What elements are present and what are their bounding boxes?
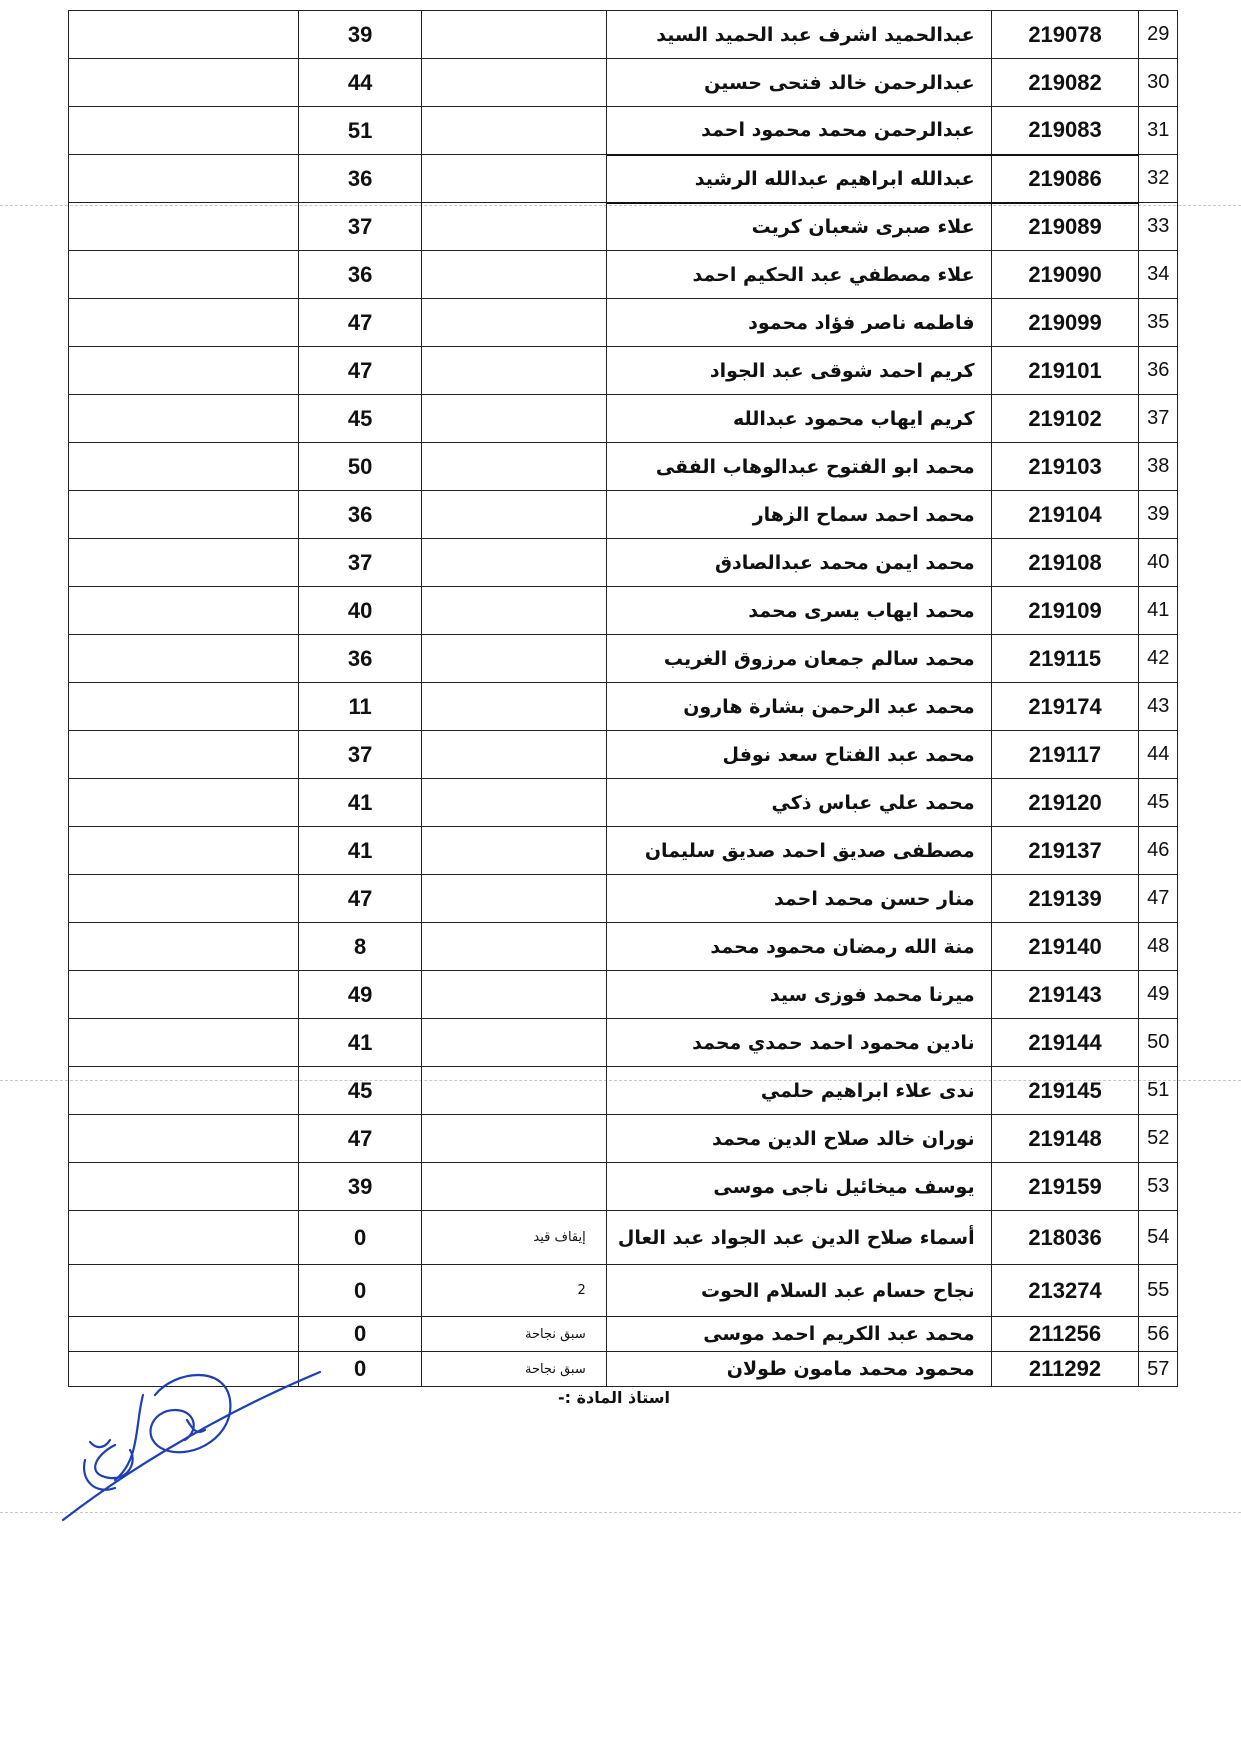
note-cell [422, 587, 606, 635]
note-cell [422, 443, 606, 491]
grade-cell: 36 [298, 635, 422, 683]
row-number-cell: 35 [1139, 299, 1178, 347]
student-name-cell: محمد عبد الرحمن بشارة هارون [606, 683, 991, 731]
row-number-cell: 52 [1139, 1115, 1178, 1163]
grade-cell: 41 [298, 827, 422, 875]
student-id-cell: 213274 [991, 1265, 1139, 1317]
table-row [69, 683, 1178, 731]
empty-cell [69, 203, 299, 251]
row-number-cell: 47 [1139, 875, 1178, 923]
empty-cell [69, 683, 299, 731]
empty-cell [69, 443, 299, 491]
student-name-cell: ميرنا محمد فوزى سيد [606, 971, 991, 1019]
note-cell [422, 827, 606, 875]
empty-cell [69, 779, 299, 827]
row-number-cell: 34 [1139, 251, 1178, 299]
empty-cell [69, 59, 299, 107]
student-id-cell: 219102 [991, 395, 1139, 443]
row-number-cell: 43 [1139, 683, 1178, 731]
grade-cell: 47 [298, 299, 422, 347]
row-number-cell: 53 [1139, 1163, 1178, 1211]
grade-cell: 8 [298, 923, 422, 971]
row-number-cell: 41 [1139, 587, 1178, 635]
note-cell: 2 [422, 1265, 606, 1317]
empty-cell [69, 971, 299, 1019]
table-row [69, 1019, 1178, 1067]
row-number-cell: 38 [1139, 443, 1178, 491]
row-number-cell: 54 [1139, 1211, 1178, 1265]
table-row [69, 635, 1178, 683]
grade-cell: 40 [298, 587, 422, 635]
table-row [69, 827, 1178, 875]
empty-cell [69, 1211, 299, 1265]
grade-cell: 50 [298, 443, 422, 491]
note-cell [422, 11, 606, 59]
table-row [69, 1163, 1178, 1211]
student-name-cell: نادين محمود احمد حمدي محمد [606, 1019, 991, 1067]
student-name-cell: كريم احمد شوقى عبد الجواد [606, 347, 991, 395]
row-number-cell: 44 [1139, 731, 1178, 779]
table-row [69, 59, 1178, 107]
empty-cell [69, 299, 299, 347]
grade-cell: 37 [298, 539, 422, 587]
row-number-cell: 50 [1139, 1019, 1178, 1067]
table-row [69, 251, 1178, 299]
table-row [69, 203, 1178, 251]
row-number-cell: 39 [1139, 491, 1178, 539]
grade-cell: 47 [298, 875, 422, 923]
table-row [69, 1211, 1178, 1265]
empty-cell [69, 1317, 299, 1352]
grade-cell: 37 [298, 203, 422, 251]
student-name-cell: محمد احمد سماح الزهار [606, 491, 991, 539]
table-row [69, 1067, 1178, 1115]
note-cell: إيقاف قيد [422, 1211, 606, 1265]
empty-cell [69, 731, 299, 779]
student-id-cell: 211256 [991, 1317, 1139, 1352]
student-name-cell: عبدالرحمن محمد محمود احمد [606, 107, 991, 155]
row-number-cell: 40 [1139, 539, 1178, 587]
student-id-cell: 219109 [991, 587, 1139, 635]
student-name-cell: محمد ايهاب يسرى محمد [606, 587, 991, 635]
grades-table [68, 10, 1178, 1387]
grades-table-body [69, 11, 1178, 1387]
empty-cell [69, 491, 299, 539]
signature [55, 1360, 355, 1540]
grade-cell: 45 [298, 395, 422, 443]
note-cell [422, 491, 606, 539]
table-row [69, 443, 1178, 491]
row-number-cell: 48 [1139, 923, 1178, 971]
table-row [69, 875, 1178, 923]
table-row [69, 1265, 1178, 1317]
student-name-cell: فاطمه ناصر فؤاد محمود [606, 299, 991, 347]
note-cell [422, 251, 606, 299]
empty-cell [69, 1163, 299, 1211]
note-cell [422, 635, 606, 683]
student-name-cell: عبدالله ابراهيم عبدالله الرشيد [606, 155, 991, 203]
empty-cell [69, 923, 299, 971]
table-row [69, 347, 1178, 395]
student-name-cell: محمد سالم جمعان مرزوق الغريب [606, 635, 991, 683]
student-id-cell: 211292 [991, 1352, 1139, 1387]
grade-cell: 51 [298, 107, 422, 155]
table-row [69, 779, 1178, 827]
table-row [69, 107, 1178, 155]
student-name-cell: محمد عبد الفتاح سعد نوفل [606, 731, 991, 779]
student-id-cell: 219144 [991, 1019, 1139, 1067]
student-id-cell: 219090 [991, 251, 1139, 299]
grade-cell: 45 [298, 1067, 422, 1115]
table-row [69, 491, 1178, 539]
note-cell [422, 539, 606, 587]
student-name-cell: منار حسن محمد احمد [606, 875, 991, 923]
student-name-cell: عبدالرحمن خالد فتحى حسين [606, 59, 991, 107]
empty-cell [69, 827, 299, 875]
note-cell [422, 155, 606, 203]
note-cell [422, 683, 606, 731]
grade-cell: 0 [298, 1265, 422, 1317]
empty-cell [69, 1265, 299, 1317]
note-cell [422, 923, 606, 971]
note-cell [422, 1163, 606, 1211]
grade-cell: 36 [298, 155, 422, 203]
student-name-cell: محمد ابو الفتوح عبدالوهاب الفقى [606, 443, 991, 491]
student-name-cell: عبدالحميد اشرف عبد الحميد السيد [606, 11, 991, 59]
empty-cell [69, 587, 299, 635]
instructor-label: استاذ المادة :- [557, 1388, 670, 1407]
row-number-cell: 55 [1139, 1265, 1178, 1317]
note-cell [422, 395, 606, 443]
note-cell [422, 779, 606, 827]
row-number-cell: 51 [1139, 1067, 1178, 1115]
student-name-cell: نجاح حسام عبد السلام الحوت [606, 1265, 991, 1317]
empty-cell [69, 1115, 299, 1163]
student-id-cell: 219148 [991, 1115, 1139, 1163]
table-row [69, 155, 1178, 203]
table-row [69, 1115, 1178, 1163]
student-name-cell: كريم ايهاب محمود عبدالله [606, 395, 991, 443]
note-cell [422, 347, 606, 395]
empty-cell [69, 155, 299, 203]
note-cell [422, 203, 606, 251]
grade-cell: 0 [298, 1317, 422, 1352]
student-id-cell: 219117 [991, 731, 1139, 779]
student-name-cell: علاء صبرى شعبان كريت [606, 203, 991, 251]
empty-cell [69, 11, 299, 59]
row-number-cell: 36 [1139, 347, 1178, 395]
student-id-cell: 219101 [991, 347, 1139, 395]
row-number-cell: 45 [1139, 779, 1178, 827]
student-id-cell: 219159 [991, 1163, 1139, 1211]
student-id-cell: 219140 [991, 923, 1139, 971]
student-id-cell: 219145 [991, 1067, 1139, 1115]
grade-cell: 47 [298, 347, 422, 395]
table-row [69, 731, 1178, 779]
student-name-cell: نوران خالد صلاح الدين محمد [606, 1115, 991, 1163]
grade-cell: 36 [298, 251, 422, 299]
student-id-cell: 219083 [991, 107, 1139, 155]
note-cell [422, 875, 606, 923]
table-row [69, 11, 1178, 59]
row-number-cell: 57 [1139, 1352, 1178, 1387]
student-id-cell: 219137 [991, 827, 1139, 875]
row-number-cell: 56 [1139, 1317, 1178, 1352]
table-row [69, 587, 1178, 635]
row-number-cell: 33 [1139, 203, 1178, 251]
student-id-cell: 219139 [991, 875, 1139, 923]
student-name-cell: ندى علاء ابراهيم حلمي [606, 1067, 991, 1115]
grade-cell: 47 [298, 1115, 422, 1163]
student-id-cell: 219120 [991, 779, 1139, 827]
note-cell [422, 1067, 606, 1115]
empty-cell [69, 251, 299, 299]
grade-cell: 39 [298, 1163, 422, 1211]
note-cell [422, 107, 606, 155]
student-id-cell: 218036 [991, 1211, 1139, 1265]
row-number-cell: 46 [1139, 827, 1178, 875]
student-name-cell: محمود محمد مامون طولان [606, 1352, 991, 1387]
empty-cell [69, 635, 299, 683]
note-cell [422, 1115, 606, 1163]
student-name-cell: أسماء صلاح الدين عبد الجواد عبد العال [606, 1211, 991, 1265]
table-row [69, 539, 1178, 587]
student-id-cell: 219078 [991, 11, 1139, 59]
empty-cell [69, 107, 299, 155]
student-id-cell: 219103 [991, 443, 1139, 491]
grade-cell: 37 [298, 731, 422, 779]
student-id-cell: 219082 [991, 59, 1139, 107]
grade-cell: 41 [298, 779, 422, 827]
student-name-cell: محمد ايمن محمد عبدالصادق [606, 539, 991, 587]
student-id-cell: 219143 [991, 971, 1139, 1019]
row-number-cell: 32 [1139, 155, 1178, 203]
empty-cell [69, 539, 299, 587]
student-name-cell: محمد علي عباس ذكي [606, 779, 991, 827]
student-name-cell: علاء مصطفي عبد الحكيم احمد [606, 251, 991, 299]
table-row [69, 971, 1178, 1019]
student-id-cell: 219089 [991, 203, 1139, 251]
student-id-cell: 219115 [991, 635, 1139, 683]
empty-cell [69, 875, 299, 923]
note-cell [422, 731, 606, 779]
student-id-cell: 219108 [991, 539, 1139, 587]
empty-cell [69, 395, 299, 443]
student-id-cell: 219104 [991, 491, 1139, 539]
empty-cell [69, 1067, 299, 1115]
student-name-cell: محمد عبد الكريم احمد موسى [606, 1317, 991, 1352]
row-number-cell: 29 [1139, 11, 1178, 59]
table-row [69, 395, 1178, 443]
grade-cell: 36 [298, 491, 422, 539]
note-cell [422, 971, 606, 1019]
grade-cell: 0 [298, 1211, 422, 1265]
table-row [69, 299, 1178, 347]
student-name-cell: يوسف ميخائيل ناجى موسى [606, 1163, 991, 1211]
grade-cell: 39 [298, 11, 422, 59]
student-id-cell: 219086 [991, 155, 1139, 203]
student-id-cell: 219174 [991, 683, 1139, 731]
table-row [69, 1317, 1178, 1352]
note-cell: سبق نجاحة [422, 1317, 606, 1352]
note-cell [422, 299, 606, 347]
empty-cell [69, 347, 299, 395]
row-number-cell: 42 [1139, 635, 1178, 683]
empty-cell [69, 1019, 299, 1067]
table-row [69, 923, 1178, 971]
grade-cell: 0 [298, 1352, 422, 1387]
student-name-cell: منة الله رمضان محمود محمد [606, 923, 991, 971]
grade-cell: 41 [298, 1019, 422, 1067]
student-id-cell: 219099 [991, 299, 1139, 347]
grade-cell: 44 [298, 59, 422, 107]
note-cell [422, 1019, 606, 1067]
row-number-cell: 49 [1139, 971, 1178, 1019]
note-cell: سبق نجاحة [422, 1352, 606, 1387]
row-number-cell: 31 [1139, 107, 1178, 155]
note-cell [422, 59, 606, 107]
row-number-cell: 30 [1139, 59, 1178, 107]
grade-cell: 49 [298, 971, 422, 1019]
grade-cell: 11 [298, 683, 422, 731]
student-name-cell: مصطفى صديق احمد صديق سليمان [606, 827, 991, 875]
row-number-cell: 37 [1139, 395, 1178, 443]
